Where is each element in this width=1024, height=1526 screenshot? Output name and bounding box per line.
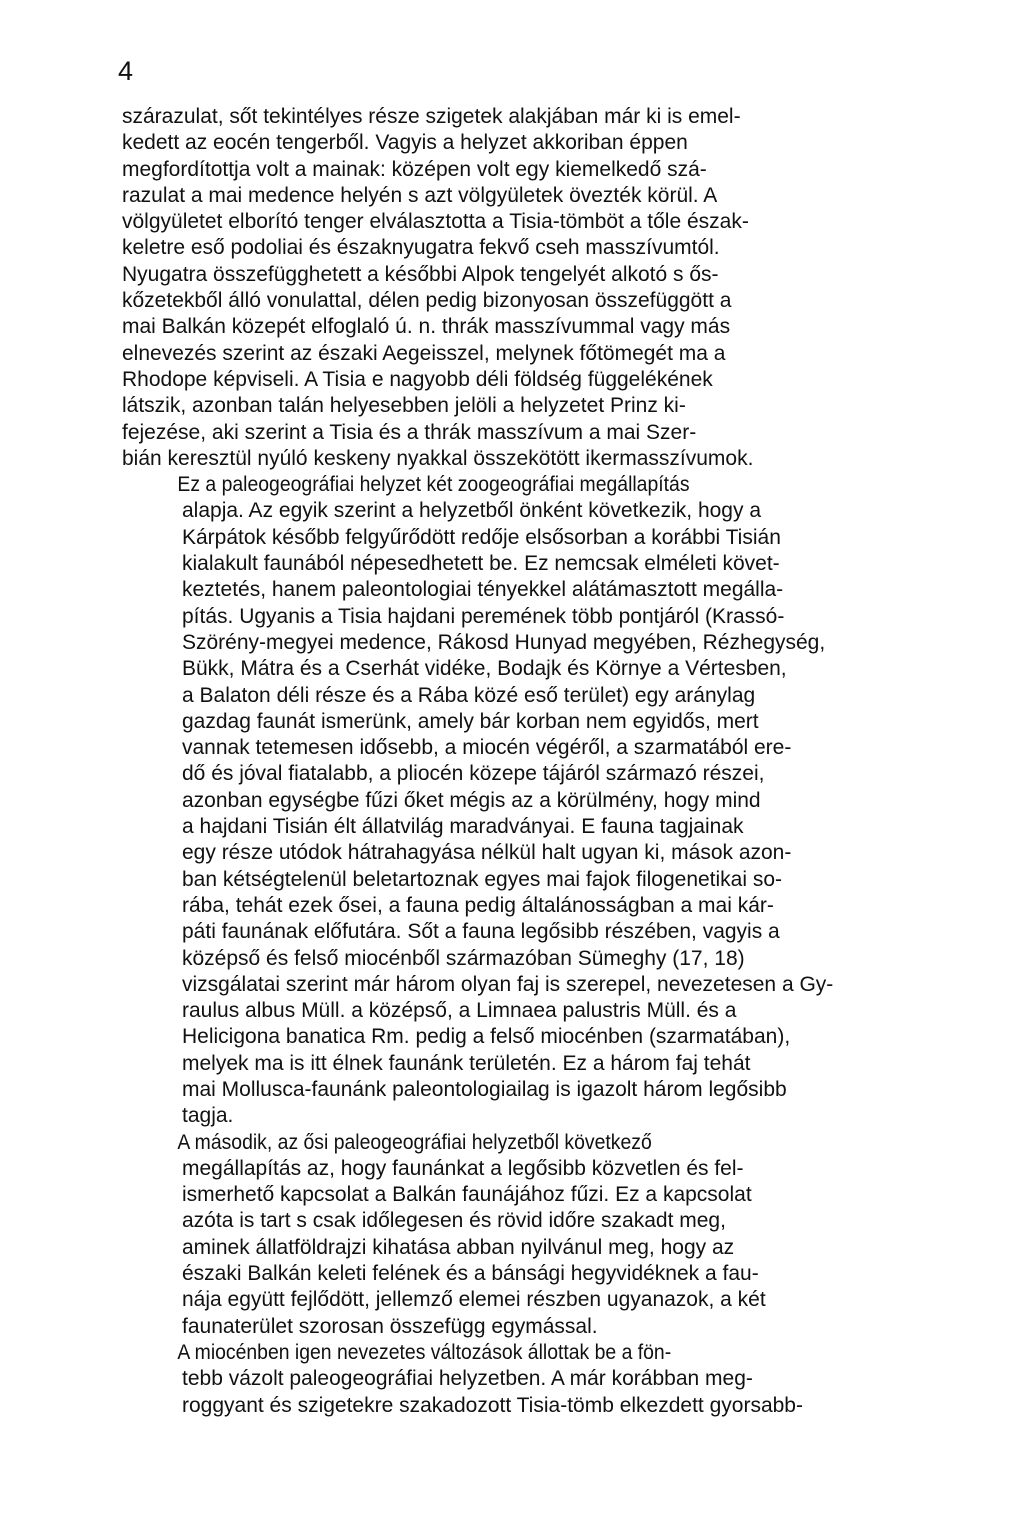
paragraph: [122, 472, 906, 1129]
text-line: dő és jóval fiatalabb, a pliocén közepe tájáról származó részei,: [182, 762, 765, 786]
text-line: megfordítottja volt a mainak: középen volt egy kiemelkedő szá-: [122, 157, 707, 181]
text-line: raulus albus Müll. a középső, a Limnaea palustris Müll. és a: [182, 999, 737, 1023]
text-line: egy része utódok hátrahagyása nélkül halt ugyan ki, mások azon-: [182, 841, 792, 865]
text-line: völgyületet elborító tenger elválasztotta a Tisia-tömböt a tőle észak-: [122, 210, 749, 234]
text-line: a hajdani Tisián élt állatvilág maradványai. E fauna tagjainak: [182, 815, 744, 839]
text-line: páti faunának előfutára. Sőt a fauna legősibb részében, vagyis a: [182, 920, 780, 944]
text-line: aminek állatföldrajzi kihatása abban nyilvánul meg, hogy az: [182, 1235, 735, 1259]
text-line: nája együtt fejlődött, jellemző elemei részben ugyanazok, a két: [182, 1288, 766, 1312]
text-line: melyek ma is itt élnek faunánk területén. Ez a három faj tehát: [182, 1051, 751, 1075]
text-line: Kárpátok később felgyűrődött redője elsősorban a korábbi Tisián: [182, 525, 781, 549]
paragraph: [122, 104, 906, 472]
text-line: szárazulat, sőt tekintélyes része szigetek alakjában már ki is emel-: [122, 105, 741, 128]
text-line: Ez a paleogeográfiai helyzet két zoogeográfiai megállapítás: [177, 473, 690, 497]
text-line: északi Balkán keleti felének és a bánsági hegyvidéknek a fau-: [182, 1262, 759, 1286]
text-line: mai Balkán közepét elfoglaló ú. n. thrák masszívummal vagy más: [122, 315, 731, 339]
text-line: rába, tehát ezek ősei, a fauna pedig általánosságban a mai kár-: [182, 893, 774, 917]
text-line: középső és felső miocénből származóban Sümeghy (17, 18): [182, 946, 745, 970]
text-line: keztetés, hanem paleontologiai tényekkel alátámasztott megálla-: [182, 578, 784, 602]
text-line: kőzetekből álló vonulattal, délen pedig bizonyosan összefüggött a: [122, 289, 732, 313]
text-line: vannak tetemesen idősebb, a miocén végéről, a szarmatából ere-: [182, 736, 792, 760]
text-line: azóta is tart s csak időlegesen és rövid időre szakadt meg,: [182, 1209, 726, 1233]
text-line: keletre eső podoliai és északnyugatra fekvő cseh masszívumtól.: [122, 236, 720, 260]
body-text: [122, 104, 906, 1419]
text-line: kialakult faunából népesedhetett be. Ez nemcsak elméleti követ-: [182, 552, 780, 576]
text-line: azonban egységbe fűzi őket mégis az a körülmény, hogy mind: [182, 788, 761, 812]
text-line: A miocénben igen nevezetes változások állottak be a fön-: [177, 1340, 672, 1364]
text-line: gazdag faunát ismerünk, amely bár korban nem egyidős, mert: [182, 709, 759, 733]
text-line: tagja.: [182, 1104, 234, 1128]
text-line: mai Mollusca-faunánk paleontologiailag is igazolt három legősibb: [182, 1077, 787, 1101]
text-line: fejezése, aki szerint a Tisia és a thrák masszívum a mai Szer-: [122, 420, 697, 444]
text-line: vizsgálatai szerint már három olyan faj is szerepel, nevezetesen a Gy-: [182, 972, 834, 996]
text-line: elnevezés szerint az északi Aegeisszel, melynek főtömegét ma a: [122, 341, 726, 365]
text-line: Bükk, Mátra és a Cserhát vidéke, Bodajk és Környe a Vértesben,: [182, 657, 787, 681]
text-line: bián keresztül nyúló keskeny nyakkal összekötött ikermasszívumok.: [122, 446, 754, 470]
text-line: pítás. Ugyanis a Tisia hajdani peremének több pontjáról (Krassó-: [182, 604, 785, 628]
text-line: razulat a mai medence helyén s azt völgyületek övezték körül. A: [122, 183, 718, 207]
text-line: megállapítás az, hogy faunánkat a legősibb közvetlen és fel-: [182, 1156, 744, 1180]
text-line: látszik, azonban talán helyesebben jelöli a helyzetet Prinz ki-: [122, 394, 686, 418]
text-line: faunaterület szorosan összefügg egymással.: [182, 1314, 598, 1338]
text-line: ban kétségtelenül beletartoznak egyes mai fajok filogenetikai so-: [182, 867, 783, 891]
text-line: Nyugatra összefügghetett a későbbi Alpok tengelyét alkotó s ős-: [122, 262, 719, 286]
text-line: Szörény-megyei medence, Rákosd Hunyad megyében, Rézhegység,: [182, 630, 826, 654]
paragraph: [122, 1130, 906, 1340]
text-line: ismerhető kapcsolat a Balkán faunájához fűzi. Ez a kapcsolat: [182, 1183, 752, 1207]
text-line: Rhodope képviseli. A Tisia e nagyobb déli földség függelékének: [122, 367, 713, 391]
text-line: A második, az ősi paleogeográfiai helyzetből következő: [177, 1130, 652, 1154]
text-line: roggyant és szigetekre szakadozott Tisia-tömb elkezdett gyorsabb-: [182, 1393, 803, 1417]
text-line: a Balaton déli része és a Rába közé eső terület) egy aránylag: [182, 683, 756, 707]
text-line: Helicigona banatica Rm. pedig a felső miocénben (szarmatában),: [182, 1025, 791, 1049]
text-line: alapja. Az egyik szerint a helyzetből önként következik, hogy a: [182, 499, 761, 523]
text-line: kedett az eocén tengerből. Vagyis a helyzet akkoriban éppen: [122, 131, 688, 155]
page-number: 4: [118, 56, 134, 86]
text-line: tebb vázolt paleogeográfiai helyzetben. A már korábban meg-: [182, 1367, 753, 1391]
paragraph: [122, 1340, 906, 1419]
